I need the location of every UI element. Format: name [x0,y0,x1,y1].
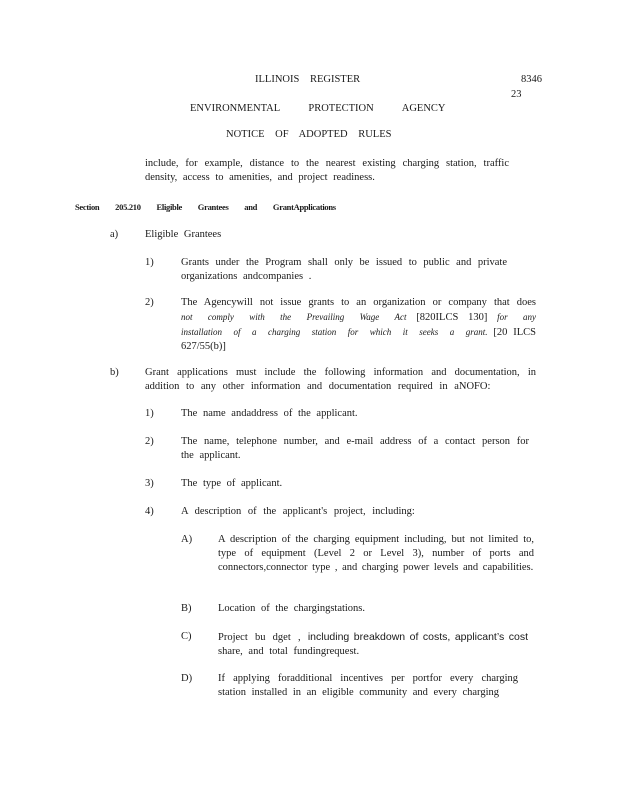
a-item-2-italic-2: for any installation of a charging station for which it seeks a grant. [181,312,537,337]
b-item-4-text: A description of the applicant's project, including: [181,506,415,517]
subsection-b-text: Grant applications must include the following information and documentation, in addition to any other information and documentation required in aNOFO: [145,367,536,392]
a-item-1-text: Grants under the Program shall only be issued to public and private organizations andcompanies . [181,257,507,282]
intro-text: include, for example, distance to the nearest existing charging station, traffic density, access to amenities, and project readiness. [145,158,509,183]
subsection-a-title: Eligible Grantees [145,229,222,240]
a-item-1-label: 1) [145,257,154,268]
a-item-2-text [181,296,536,354]
subsection-b-label: b) [110,367,119,378]
a-item-2-label: 2) [145,297,154,308]
b-subitem-B-label: B) [181,603,192,614]
b-item-3-label: 3) [145,478,154,489]
b-item-4-label: 4) [145,506,154,517]
b-item-3-text: The type of applicant. [181,478,283,489]
b-subitem-D-text: If applying foradditional incentives per portfor every charging station installed in an eligible community and every charging [218,673,518,698]
b-subitem-D-label: D) [181,673,193,684]
a-item-2-italic-1: not comply with the Prevailing Wage Act [181,312,407,322]
b-item-2-label: 2) [145,436,154,447]
section-heading: Section 205.210 Eligible Grantees and GrantApplications [75,202,336,212]
b-item-1-label: 1) [145,408,154,419]
b-subitem-A-text: A description of the charging equipment including, but not limited to, type of equipment (Level 2 or Level 3), number of ports and connectors,connector type , and charging power levels and capabilities. [218,534,534,573]
b-subitem-C-sans: including breakdown of costs, applicant’s cost [307,631,529,643]
subsection-a-label: a) [110,229,119,240]
agency-title: ENVIRONMENTAL PROTECTION AGENCY [190,103,446,114]
b-subitem-C-text [218,630,528,659]
register-title: ILLINOIS REGISTER [255,74,361,85]
b-item-1-text: The name andaddress of the applicant. [181,408,358,419]
issue-number: 23 [511,89,522,100]
b-subitem-B-text: Location of the chargingstations. [218,603,366,614]
b-item-2-text: The name, telephone number, and e-mail address of a contact person for the applicant. [181,436,529,461]
page-number: 8346 [521,74,542,85]
b-subitem-A-label: A) [181,534,193,545]
b-subitem-C-end: share, and total fundingrequest. [218,646,360,657]
a-item-2-end: [20 ILCS 627/55(b)] [181,327,537,352]
a-item-2-text-start: The Agencywill not issue grants to an organization or company that does [181,297,536,308]
notice-title: NOTICE OF ADOPTED RULES [226,129,392,140]
b-subitem-C-start: Project bu dget , [218,632,301,643]
a-item-2-citation: [820ILCS 130] [416,312,488,323]
b-subitem-C-label: C) [181,631,192,642]
